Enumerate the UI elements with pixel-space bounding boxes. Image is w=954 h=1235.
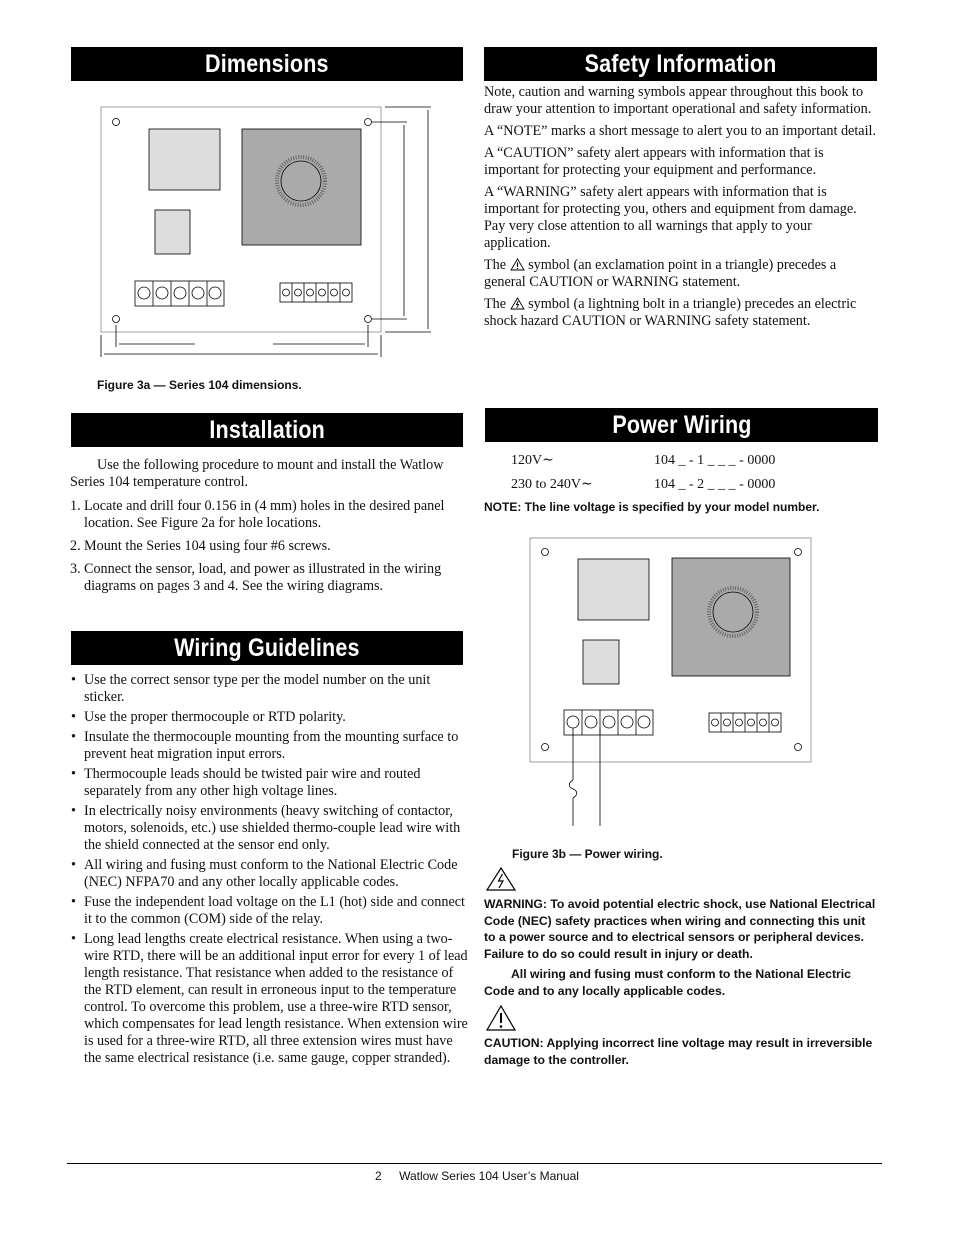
exclamation-triangle-icon <box>485 1004 517 1032</box>
list-item: 2. Mount the Series 104 using four #6 screws. <box>70 538 331 554</box>
dimensions-heading: Dimensions <box>71 47 463 81</box>
list-item: 3. Connect the sensor, load, and power as illustrated in the wiring diagrams on pages 3 and 4. See the wiring diagrams. <box>70 561 442 594</box>
safety-heading: Safety Information <box>484 47 877 81</box>
footer-rule <box>67 1163 882 1164</box>
power-wiring-drawing <box>528 536 814 828</box>
page-number: 2 <box>375 1169 382 1183</box>
list-item: • Use the correct sensor type per the model number on the unit sticker. <box>70 672 468 706</box>
dimensions-drawing <box>95 103 445 361</box>
list-item: • Use the proper thermocouple or RTD polarity. <box>70 709 468 726</box>
caution-text: CAUTION: Applying incorrect line voltage may result in irreversible damage to the controller. <box>484 1036 873 1067</box>
page-footer <box>0 1169 954 1183</box>
list-item: • Insulate the thermocouple mounting from the mounting surface to prevent heat migration input errors. <box>70 729 468 763</box>
model-cell: 104 _ - 1 _ _ _ - 0000 <box>654 452 776 468</box>
wiring-guidelines-list <box>70 672 468 1067</box>
safety-para-4: A “WARNING” safety alert appears with information that is important for protecting you, others and equipment from damage. Pay very close attention to all warnings that apply to your application. <box>484 184 857 251</box>
list-item: • Fuse the independent load voltage on the L1 (hot) side and connect it to the common (COM) side of the relay. <box>70 894 468 928</box>
lightning-triangle-icon <box>485 866 517 892</box>
voltage-model-table <box>511 452 775 500</box>
list-item: • In electrically noisy environments (heavy switching of contactor, motors, solenoids, etc.) use shielded thermo-couple lead wire with the shield connected at the sensor end only. <box>70 803 468 854</box>
figure-3b-caption: Figure 3b — Power wiring. <box>512 847 663 861</box>
exclamation-triangle-icon <box>510 258 525 271</box>
list-item: • Long lead lengths create electrical resistance. When using a two-wire RTD, there will be an additional input error for every 1 of lead length resistance. That resistance when added to the resistance of the RTD element, can result in erroneous input to the temperature control. To overcome this problem, use a three-wire RTD sensor, which compensates for lead length resistance. When extension wire is used for a three-wire RTD, all three extension wires must have the same electrical resistance (i.e. same gauge, copper stranded). <box>70 931 468 1067</box>
safety-para-6: The symbol (a lightning bolt in a triangle) precedes an electric shock hazard CAUTION or WARNING safety statement. <box>484 296 857 329</box>
manual-title: Watlow Series 104 User’s Manual <box>399 1169 579 1183</box>
wiring-guidelines-list-container <box>70 672 468 1070</box>
lightning-triangle-icon <box>510 297 525 310</box>
safety-para-1: Note, caution and warning symbols appear throughout this book to draw your attention to important operational and safety information. <box>484 84 872 117</box>
list-item: • Thermocouple leads should be twisted pair wire and routed separately from any other high voltage lines. <box>70 766 468 800</box>
model-cell: 104 _ - 2 _ _ _ - 0000 <box>654 476 776 492</box>
list-item: • All wiring and fusing must conform to the National Electric Code (NEC) NFPA70 and any other locally applicable codes. <box>70 857 468 891</box>
voltage-cell: 230 to 240V∼ <box>511 477 593 492</box>
installation-intro: Use the following procedure to mount and install the Watlow Series 104 temperature control. <box>70 457 444 490</box>
line-voltage-note: NOTE: The line voltage is specified by your model number. <box>484 500 820 514</box>
wiring-guidelines-heading: Wiring Guidelines <box>71 631 463 665</box>
installation-heading: Installation <box>71 413 463 447</box>
safety-para-3: A “CAUTION” safety alert appears with information that is important for protecting your equipment and performance. <box>484 145 824 178</box>
table-row <box>511 452 775 476</box>
figure-3a-caption: Figure 3a — Series 104 dimensions. <box>97 378 302 392</box>
table-row <box>511 476 775 500</box>
installation-text <box>70 457 465 601</box>
voltage-cell: 120V∼ <box>511 453 554 468</box>
installation-steps <box>70 498 465 595</box>
list-item: 1. Locate and drill four 0.156 in (4 mm) holes in the desired panel location. See Figure 2a for hole locations. <box>70 498 445 531</box>
power-wiring-heading: Power Wiring <box>485 408 878 442</box>
safety-text <box>484 84 879 335</box>
safety-para-5: The symbol (an exclamation point in a triangle) precedes a general CAUTION or WARNING statement. <box>484 257 837 290</box>
nec-text: All wiring and fusing must conform to the National Electric Code and to any locally applicable codes. <box>484 967 851 998</box>
warning-text: WARNING: To avoid potential electric shock, use National Electrical Code (NEC) safety practices when wiring and connecting this unit to a power source and to electrical sensors or peripheral devices. Failure to do so could result in injury or death. <box>484 897 876 961</box>
safety-para-2: A “NOTE” marks a short message to alert you to an important detail. <box>484 123 877 139</box>
